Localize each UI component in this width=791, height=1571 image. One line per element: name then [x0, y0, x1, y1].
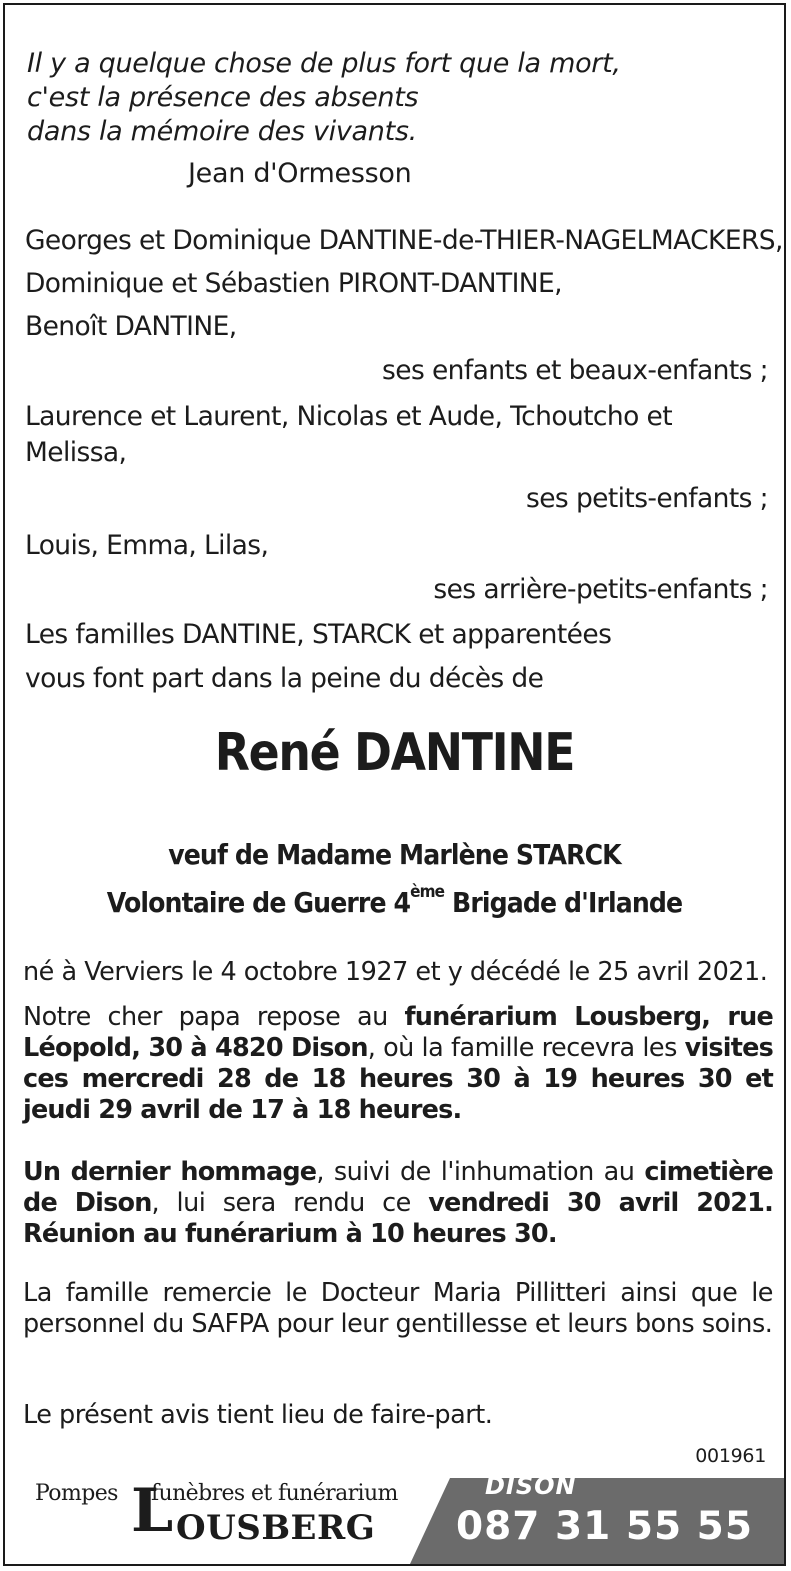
family-role: ses petits-enfants ; — [526, 483, 768, 514]
family-line: Les familles DANTINE, STARCK et apparentées — [25, 619, 612, 650]
quote-line: dans la mémoire des vivants. — [27, 116, 417, 147]
family-role: ses enfants et beaux-enfants ; — [382, 355, 768, 386]
military-title-pre: Volontaire de Guerre 4 — [106, 886, 411, 919]
reference-number: 001961 — [695, 1445, 766, 1467]
quote-line: Il y a quelque chose de plus fort que la mort, — [27, 48, 621, 79]
family-line: Melissa, — [25, 437, 127, 468]
thanks-paragraph: La famille remercie le Docteur Maria Pillitteri ainsi que le personnel du SAFPA pour leur gentillesse et leurs bons soins. — [23, 1278, 773, 1339]
family-line: Laurence et Laurent, Nicolas et Aude, Tchoutcho et — [25, 401, 673, 432]
widow-line: veuf de Madame Marlène STARCK — [168, 838, 621, 871]
quote-line: c'est la présence des absents — [27, 82, 419, 113]
deceased-name: René DANTINE — [214, 723, 575, 783]
family-line: Benoît DANTINE, — [25, 311, 237, 342]
funeral-text: , lui sera rendu ce — [151, 1188, 429, 1218]
family-line: Louis, Emma, Lilas, — [25, 530, 269, 561]
visitation-text: , où la famille recevra les — [367, 1033, 685, 1063]
visitation-paragraph — [23, 1002, 773, 1126]
birth-death-line: né à Verviers le 4 octobre 1927 et y décédé le 25 avril 2021. — [23, 957, 768, 987]
cemetery-name: cimetière de Dison — [23, 1157, 773, 1218]
funeral-paragraph — [23, 1157, 773, 1250]
family-line: Dominique et Sébastien PIRONT-DANTINE, — [25, 268, 562, 299]
death-notice — [3, 3, 786, 1566]
funeral-home-banner — [5, 1472, 784, 1564]
family-line: Georges et Dominique DANTINE-de-THIER-NAGELMACKERS, — [25, 225, 783, 256]
closing-line: Le présent avis tient lieu de faire-part. — [23, 1400, 493, 1430]
quote-author: Jean d'Ormesson — [188, 158, 412, 189]
brand-name: OUSBERG — [176, 1508, 376, 1548]
phone-number: 087 31 55 55 — [456, 1504, 753, 1549]
family-role: ses arrière-petits-enfants ; — [433, 574, 768, 605]
military-title-post: Brigade d'Irlande — [444, 886, 683, 919]
homage-label: Un dernier hommage — [23, 1157, 317, 1187]
epigraph-quote — [27, 47, 621, 149]
funeral-text: , suivi de l'inhumation au — [316, 1157, 645, 1187]
banner-city: DISON — [485, 1472, 577, 1500]
banner-pompes: Pompes — [35, 1481, 118, 1506]
family-line: vous font part dans la peine du décès de — [25, 663, 544, 694]
banner-funebres: funèbres et funérarium — [151, 1481, 398, 1506]
military-title-sup: ème — [410, 882, 445, 902]
military-title — [44, 882, 745, 919]
funeral-date: vendredi 30 avril 2021. Réunion au funérarium à 10 heures 30. — [23, 1188, 773, 1249]
visitation-text: Notre cher papa repose au — [23, 1002, 405, 1032]
visitation-hours: visites ces mercredi 28 de 18 heures 30 à 19 heures 30 et jeudi 29 avril de 17 à 18 heures. — [23, 1033, 773, 1125]
funeral-home-address: funérarium Lousberg, rue Léopold, 30 à 4820 Dison — [23, 1002, 773, 1063]
brand-initial: L — [131, 1476, 174, 1546]
